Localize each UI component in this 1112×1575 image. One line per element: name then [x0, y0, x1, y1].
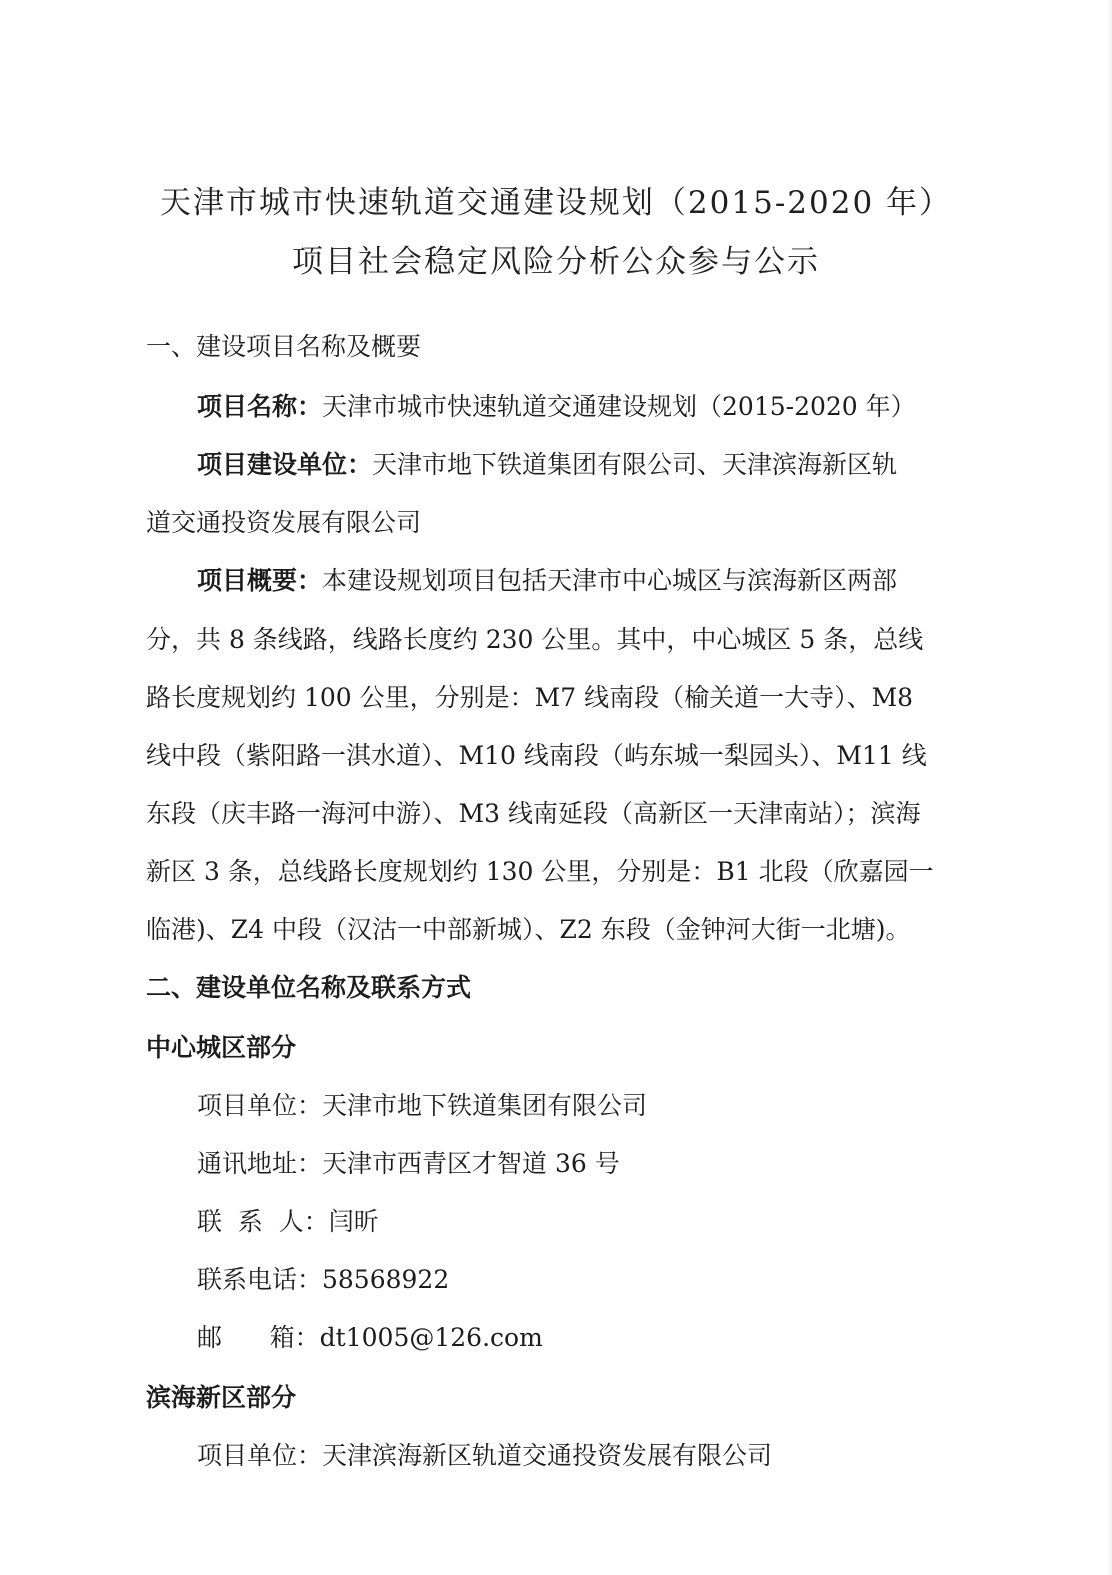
scan-edge-shadow	[1106, 0, 1112, 1575]
project-name-label: 项目名称：	[197, 392, 323, 421]
project-summary-label: 项目概要：	[197, 566, 323, 595]
central-address: 通讯地址：天津市西青区才智道 36 号	[197, 1149, 620, 1178]
project-summary-line-2: 分，共 8 条线路，线路长度约 230 公里。其中，中心城区 5 条，总线	[146, 625, 924, 654]
binhai-project-unit: 项目单位：天津滨海新区轨道交通投资发展有限公司	[197, 1441, 773, 1470]
central-district-heading: 中心城区部分	[146, 1033, 297, 1062]
project-unit-line-2: 道交通投资发展有限公司	[146, 508, 422, 537]
project-unit-label: 项目建设单位：	[197, 450, 373, 479]
section-1-heading: 一、建设项目名称及概要	[146, 332, 422, 361]
project-summary-text-1: 本建设规划项目包括天津市中心城区与滨海新区两部	[322, 566, 898, 595]
project-summary-line-1	[197, 566, 897, 596]
section-2-heading: 二、建设单位名称及联系方式	[146, 973, 472, 1002]
central-email: 邮 箱：dt1005@126.com	[197, 1323, 543, 1352]
document-title-line-1: 天津市城市快速轨道交通建设规划（2015-2020 年）	[159, 185, 953, 221]
project-unit-value-1: 天津市地下铁道集团有限公司、天津滨海新区轨	[372, 450, 898, 479]
central-project-unit: 项目单位：天津市地下铁道集团有限公司	[197, 1091, 648, 1120]
project-summary-line-3: 路长度规划约 100 公里，分别是：M7 线南段（榆关道一大寺）、M8	[146, 683, 914, 712]
document-title-line-2: 项目社会稳定风险分析公众参与公示	[292, 244, 820, 280]
binhai-district-heading: 滨海新区部分	[146, 1383, 297, 1412]
project-name-value: 天津市城市快速轨道交通建设规划（2015-2020 年）	[322, 392, 916, 421]
project-summary-line-5: 东段（庆丰路一海河中游）、M3 线南延段（高新区一天津南站）；滨海	[146, 799, 921, 828]
central-phone: 联系电话：58568922	[197, 1265, 450, 1294]
project-unit-line-1	[197, 450, 897, 480]
project-summary-line-4: 线中段（紫阳路一淇水道）、M10 线南段（屿东城一梨园头）、M11 线	[146, 741, 927, 770]
project-summary-line-7: 临港)、Z4 中段（汉沽一中部新城）、Z2 东段（金钟河大街一北塘)。	[146, 915, 911, 944]
central-contact-person: 联 系 人：闫昕	[197, 1207, 379, 1236]
project-summary-line-6: 新区 3 条，总线路长度规划约 130 公里，分别是：B1 北段（欣嘉园一	[146, 857, 934, 886]
project-name-line	[197, 392, 916, 422]
